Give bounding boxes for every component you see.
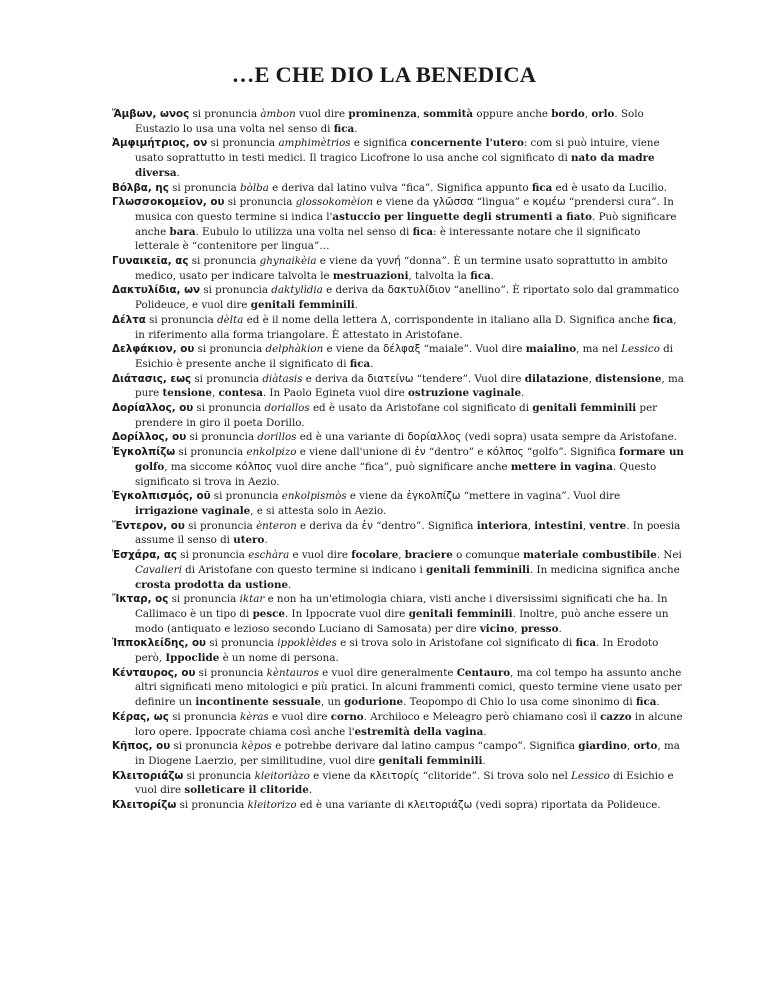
bold-term: materiale combustibile [523,549,657,562]
greek-word: δορίαλλος [407,431,462,444]
glossary-entry [112,181,686,196]
bold-term: pesce [252,607,285,620]
page-title: …E CHE DIO LA BENEDICA [231,62,537,87]
entry-lemma: Γλωσσοκομεῖον, ου [112,196,225,209]
entry-lemma: Κέρας, ως [112,710,169,723]
entry-text: e deriva dal latino vulva “fica”. Significa appunto [268,181,532,194]
bold-term: mestruazioni [332,269,409,282]
glossary-entry [112,430,686,445]
entry-text: “maiale”. Vuol dire [420,343,526,356]
bold-term: bordo [551,108,585,120]
entry-text: si pronuncia [207,137,279,150]
bold-term: sommità [423,108,474,120]
greek-word: κόλπος [235,460,273,473]
entry-text: si pronuncia [188,255,260,268]
entry-text: , ma in Diogene Laerzio, per similitudine, vuol dire [135,740,680,767]
entry-text: si pronuncia [200,284,272,297]
entry-text: : com si può intuire, viene usato soprattutto in testi medici. Il tragico Licofrone lo usa anche col significato di [135,137,660,165]
italic-term: bòlba [240,181,269,194]
bold-term: genitali femminili [378,754,483,767]
greek-word: ἐν [361,519,373,532]
glossary-entry [112,769,686,798]
glossary-entry [112,195,686,254]
entry-text: , un [320,696,345,709]
glossary-entry [112,489,686,518]
entry-text: ed è il nome della lettera Δ, corrispondente in italiano alla D. Significa anche [243,313,653,326]
bold-term: braciere [404,549,453,562]
bold-term: orlo [591,108,615,120]
glossary-entry [112,548,686,592]
entry-lemma: Γυναικεῖα, ας [112,255,189,268]
bold-term: fica [333,122,355,135]
entry-text: . Eubulo lo utilizza una volta nel senso di [195,225,413,238]
entry-text: si pronuncia [224,196,296,209]
bold-term: contesa [218,387,263,400]
glossary-entry [112,342,686,371]
entry-text: è un nome di persona. [219,652,339,665]
greek-word: κόλπος [486,446,524,459]
bold-term: nato da madre diversa [135,152,655,179]
glossary-entry [112,254,686,283]
entry-text: , [626,740,634,753]
italic-term: ghynaikèia [259,255,317,268]
entry-text: . [482,754,486,767]
entry-text: si pronuncia [145,313,218,326]
entry-lemma: Κλειτοριάζω [112,769,184,782]
entry-lemma: Ἐγκολπισμός, οῦ [112,490,211,503]
glossary-entry [112,710,686,739]
bold-term: presso [520,622,559,635]
entry-text: . [490,269,494,282]
entry-text: , [514,622,521,635]
entry-text: e vuol dire [268,710,331,723]
bold-term: irrigazione vaginale [135,504,251,517]
bold-term: formare un golfo [135,446,684,473]
entry-text: si pronuncia [176,799,248,812]
bold-term: genitali femminili [250,299,355,312]
entry-text: si pronuncia [191,372,263,385]
entry-text: e viene dall'unione di [296,446,415,459]
italic-term: ippoklèides [277,637,337,650]
glossary-entry [112,739,686,768]
entry-text: di Aristofane con questo termine si indicano i [181,563,427,576]
entry-text: si pronuncia [189,108,261,120]
entry-text: si pronuncia [170,740,242,753]
glossary-entry [112,592,686,636]
italic-term: ènteron [256,519,297,532]
greek-word: γλῶσσα [432,196,474,209]
bold-term: fica [635,696,657,709]
entry-text: si pronuncia [210,490,282,503]
entry-text: “mettere in vagina”. Vuol dire [460,490,621,503]
bold-term: concernente l'utero [410,137,524,150]
bold-term: prominenza [348,108,417,120]
italic-term: enkolpismòs [281,490,347,503]
bold-term: fica [349,357,371,370]
bold-term: utero [233,534,265,547]
entry-text: si pronuncia [168,593,240,606]
entry-text: “dentro”. Significa [372,519,477,532]
entry-text: e non ha un'etimologia chiara, visti anche i diversissimi significati che ha. In Callimaco è un tipo di [135,593,668,620]
entry-text: ed è usato da Lucilio. [552,181,667,194]
entry-text: . In Ippocrate vuol dire [284,607,409,620]
entry-text: di Esichio è presente anche il significato di [135,343,674,370]
entry-lemma: Κλειτορίζω [112,799,177,812]
entry-lemma: Ἔντερον, ου [112,519,185,532]
entry-lemma: Δελφάκιον, ου [112,343,195,356]
entry-text: (vedi sopra) usata sempre da Aristofane. [461,431,677,444]
entry-text: si pronuncia [168,181,241,194]
entry-lemma: Δέλτα [112,313,146,326]
glossary-entry [112,519,686,548]
entry-text: “donna”. È un termine usato soprattutto in ambito medico, usato per indicare talvolta le [135,255,668,282]
italic-term: dorillos [257,431,297,444]
italic-term: Lessico [571,769,610,782]
entry-text: “anellino”. È riportato solo dal grammatico Polideuce, e vuol dire [135,284,680,312]
entry-text: . In Paolo Egineta vuol dire [262,387,409,400]
entry-text: e vuol dire [289,549,352,562]
bold-term: fica [652,313,674,326]
entry-text: e viene da [346,490,407,503]
entry-text: (vedi sopra) riportata da Polideuce. [472,799,661,812]
bold-term: maialino [525,343,577,356]
italic-term: kèpos [241,740,272,753]
entry-lemma: Ἴκταρ, ος [112,593,169,606]
greek-word: ἐγκολπίζω [406,490,461,503]
entry-text: . Inoltre, può anche essere un modo (antiquato e lezioso secondo Luciano di Samosata) per dire [135,607,669,635]
entry-lemma: Βόλβα, ης [112,181,169,194]
entry-text: “golfo”. Significa [523,446,620,459]
entry-lemma: Ἐγκολπίζω [112,446,176,459]
bold-term: godurione [344,696,404,709]
entry-text: in alcune loro opere. Ippocrate chiama così anche l' [135,710,683,738]
bold-term: fica [412,225,434,238]
entry-lemma: Ἱπποκλείδης, ου [112,637,207,650]
entry-text: si pronuncia [175,446,247,459]
entry-text: . Questo significato si trova in Aezio. [135,460,657,488]
entry-text: . Solo Eustazio lo usa una volta nel senso di [135,108,644,135]
entry-text: e viene da [323,343,384,356]
bold-term: genitali femminili [426,563,530,576]
entry-text: si pronuncia [206,637,278,650]
bold-term: corno [330,710,364,723]
entry-text: e deriva da [302,372,368,385]
bold-term: solleticare il clitoride [184,784,309,797]
greek-word: ἐν [414,446,426,459]
glossary-entry [112,666,686,710]
bold-term: astuccio per linguette degli strumenti a fiato [332,210,593,223]
bold-term: giardino [578,740,627,753]
greek-word: κλειτορίς [369,769,420,782]
italic-term: dèlta [217,313,244,326]
greek-word: γυνή [376,255,401,268]
entry-lemma: Δακτυλίδια, ων [112,284,201,297]
entry-text: vuol dire [295,108,349,120]
entry-text: . [264,534,268,547]
italic-term: kèras [240,710,269,723]
entry-lemma: Κῆπος, ου [112,740,171,753]
bold-term: fica [531,181,553,194]
glossary-entries [112,107,686,813]
entry-text: “clitoride”. Si trova solo nel [419,769,572,782]
entry-text: , in riferimento alla forma triangolare. È attestato in Aristofane. [135,313,677,341]
bold-term: fica [575,637,597,650]
entry-lemma: Δορίλλος, ου [112,431,187,444]
entry-text: si pronuncia [195,666,267,679]
bold-term: vicino [479,622,515,635]
entry-text: e deriva da [322,284,388,297]
glossary-entry [112,798,686,813]
entry-text: “dentro” e [425,446,487,459]
entry-text: si pronuncia [194,343,266,356]
entry-text: e si trova solo in Aristofane col significato di [336,637,576,650]
bold-term: Ippoclide [165,652,220,665]
italic-term: amphimètrios [278,137,351,150]
entry-text: , ma pure [135,372,684,400]
italic-term: glossokomèion [295,196,373,209]
entry-text: “lingua” e [473,196,533,209]
bold-term: orto [633,740,658,753]
entry-lemma: Δορίαλλος, ου [112,402,194,415]
entry-text: si pronuncia [177,549,249,562]
entry-text: ed è usato da Aristofane col significato di [309,402,533,415]
entry-text: . [288,578,292,591]
bold-term: ventre [589,519,627,532]
entry-lemma: Ἀμφιμήτριος, ον [112,137,208,150]
entry-text: si pronuncia [168,710,241,723]
italic-term: àmbon [260,108,296,120]
entry-text: e viene da [372,196,433,209]
bold-term: intestini [534,519,583,532]
entry-text: . [370,357,374,370]
entry-text: , talvolta la [408,269,471,282]
entry-text: . [521,387,525,400]
bold-term: fica [470,269,491,282]
glossary-entry [112,107,686,136]
entry-text: di Esichio e vuol dire [135,769,674,797]
glossary-entry [112,401,686,430]
glossary-entry [112,283,686,312]
bold-term: genitali femminili [532,402,637,415]
entry-text: o comunque [452,549,524,562]
entry-lemma: Ἄμβων, ωνος [112,108,190,120]
glossary-entry [112,445,686,489]
italic-term: iktar [239,593,265,606]
glossary-entry [112,372,686,401]
bold-term: focolare [351,549,399,562]
greek-word: κομέω [532,196,566,209]
italic-term: kleitorizo [247,799,297,812]
glossary-entry [112,313,686,342]
entry-text: oppure anche [473,108,552,120]
bold-term: dilatazione [524,372,589,385]
entry-text: . [483,725,487,738]
glossary-entry [112,136,686,180]
entry-text: , [527,519,535,532]
entry-text: , [582,519,590,532]
italic-term: eschàra [248,549,290,562]
entry-text: . [308,784,313,797]
bold-term: mettere in vagina [510,460,613,473]
entry-text: . [176,166,180,179]
entry-text: , [398,549,405,562]
italic-term: kleitoriàzo [254,769,310,782]
entry-text: e viene da [309,769,370,782]
italic-term: daktylìdia [271,284,323,297]
entry-text: . In Erodoto però, [135,637,659,665]
glossary-entry [112,636,686,665]
bold-term: genitali femminili [408,607,513,620]
bold-term: incontinente sessuale [195,696,321,709]
entry-text: , e si attesta solo in Aezio. [250,504,387,517]
italic-term: kèntauros [266,666,319,679]
entry-text: e viene da [316,255,377,268]
bold-term: estremità della vagina [354,725,484,738]
entry-text: . [656,696,660,709]
entry-text: . Può significare anche [135,210,677,238]
entry-text: si pronuncia [184,519,257,532]
entry-text: , [584,108,592,120]
entry-text: . [558,622,562,635]
entry-text: . In medicina significa anche [529,563,680,576]
entry-text: si pronuncia [183,769,255,782]
greek-word: κλειτοριάζω [407,799,473,812]
bold-term: Centauro [456,666,511,679]
bold-term: cazzo [600,710,632,723]
entry-text: si pronuncia [186,431,258,444]
entry-text: per prendere in giro il poeta Dorillo. [135,402,658,429]
greek-word: διατείνω [367,372,414,385]
entry-lemma: Κένταυρος, ου [112,666,196,679]
greek-word: δακτυλίδιον [387,284,451,297]
bold-term: crosta prodotta da ustione [135,578,289,591]
entry-text: . [354,299,358,312]
italic-term: doriallos [264,402,310,415]
entry-text: , [211,387,219,400]
entry-text: , ma siccome [164,460,236,473]
bold-term: interiora [476,519,528,532]
entry-text: e vuol dire generalmente [318,666,457,679]
italic-term: delphàkion [265,343,324,356]
italic-term: Cavalieri [135,563,182,576]
entry-text: . Teopompo di Chio lo usa come sinonimo di [403,696,636,709]
entry-text: , [588,372,596,385]
entry-lemma: Διάτασις, εως [112,372,192,385]
entry-text: . In poesia assume il senso di [135,519,681,547]
italic-term: enkolpizo [246,446,297,459]
entry-text: e potrebbe derivare dal latino campus “campo”. Significa [271,740,579,753]
entry-text: “prendersi cura”. In musica con questo termine si indica l' [135,196,674,223]
entry-text: “tendere”. Vuol dire [413,372,525,385]
entry-text: , [416,108,424,120]
entry-text: si pronuncia [193,402,265,415]
entry-text: , ma nel [576,343,622,356]
bold-term: tensione [162,387,212,400]
greek-word: δέλφαξ [383,343,421,356]
italic-term: diàtasis [262,372,303,385]
entry-text: . [354,122,358,135]
entry-text: . Nei [656,549,682,562]
bold-term: bara [169,225,196,238]
bold-term: ostruzione vaginale [408,387,522,400]
entry-text: e significa [350,137,411,150]
bold-term: distensione [595,372,662,385]
entry-text: . Archiloco e Meleagro però chiamano così il [363,710,601,723]
entry-text: vuol dire anche “fica”, può significare anche [272,460,511,473]
entry-lemma: Ἐσχάρα, ας [112,549,178,562]
entry-text: : è interessante notare che il significato letterale è “contenitore per lingua”… [135,225,641,253]
entry-text: e deriva da [296,519,362,532]
entry-text: ed è una variante di [296,799,408,812]
entry-text: ed è una variante di [296,431,408,444]
entry-text: , ma col tempo ha assunto anche altri significati meno mitologici e più pratici. In alcuni frammenti comici, questo termine viene usato per definire un [135,666,682,709]
italic-term: Lessico [621,343,660,356]
